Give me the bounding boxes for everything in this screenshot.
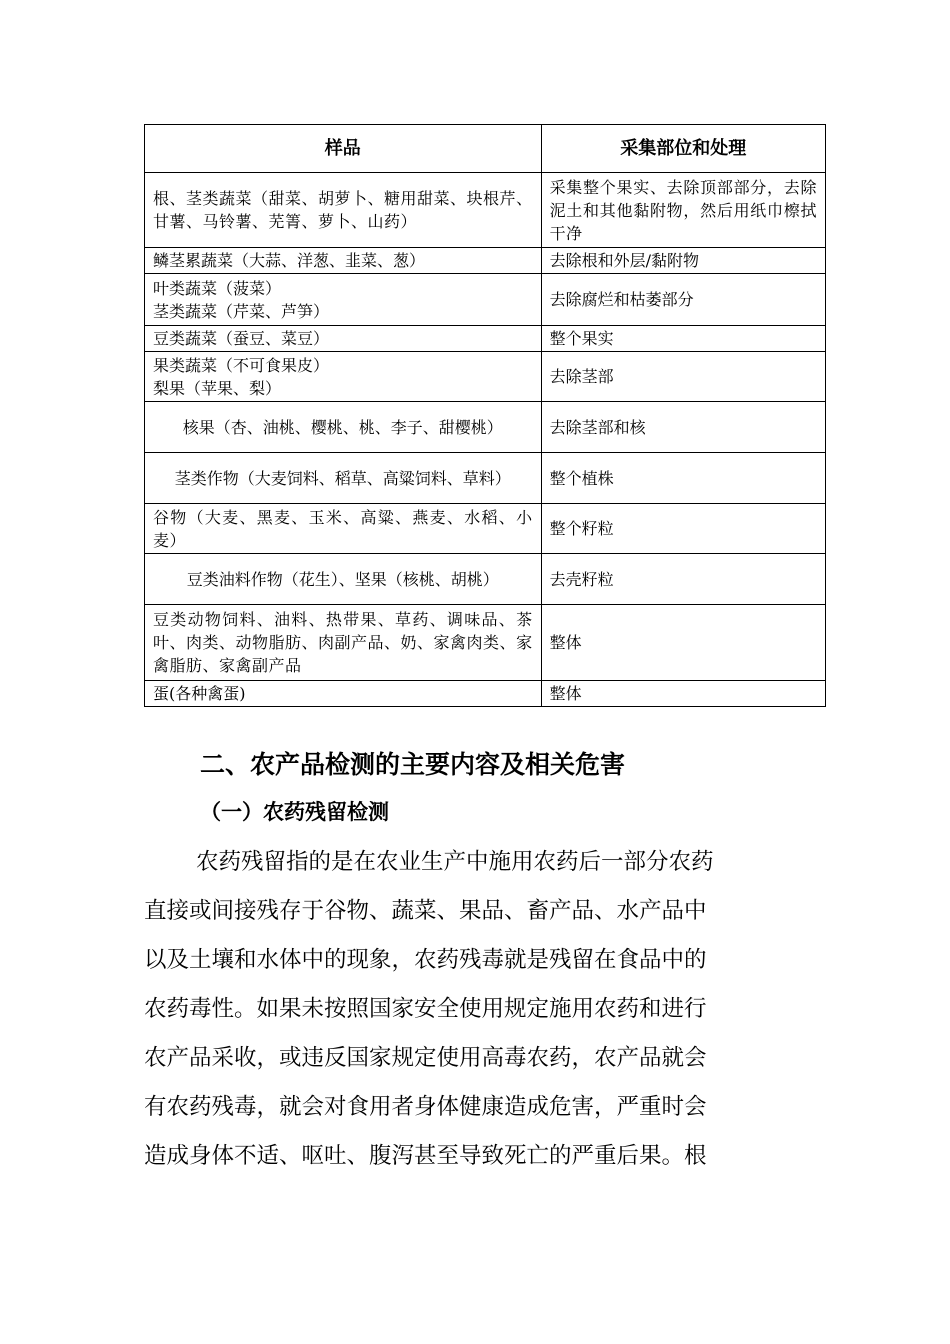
sample-cell: 茎类作物（大麦饲料、稻草、高粱饲料、草料） [145, 453, 542, 504]
processing-cell: 整个果实 [541, 326, 825, 352]
processing-cell: 去除茎部 [541, 352, 825, 402]
table-row [145, 173, 826, 248]
table-row [145, 504, 826, 554]
sample-cell: 豆类蔬菜（蚕豆、菜豆） [145, 326, 542, 352]
sub-heading: （一）农药残留检测 [200, 800, 389, 824]
processing-cell: 去壳籽粒 [541, 554, 825, 605]
sample-cell [145, 274, 542, 326]
table-row [145, 554, 826, 605]
paragraph-line: 以及土壤和水体中的现象，农药残毒就是残留在食品中的 [144, 947, 707, 973]
processing-cell: 整体 [541, 681, 825, 707]
sample-line: 梨果（苹果、梨） [153, 378, 282, 398]
paragraph-line: 农产品采收，或违反国家规定使用高毒农药，农产品就会 [144, 1045, 707, 1071]
paragraph-line: 直接或间接残存于谷物、蔬菜、果品、畜产品、水产品中 [144, 898, 707, 924]
sample-cell: 核果（杏、油桃、樱桃、桃、李子、甜樱桃） [145, 402, 542, 453]
paragraph-line: 造成身体不适、呕吐、腹泻甚至导致死亡的严重后果。根 [144, 1143, 707, 1169]
processing-cell: 整体 [541, 605, 825, 681]
table-row [145, 248, 826, 274]
section-heading: 二、农产品检测的主要内容及相关危害 [200, 750, 626, 779]
sample-cell: 根、茎类蔬菜（甜菜、胡萝卜、糖用甜菜、块根芹、甘薯、马铃薯、芜箐、萝卜、山药） [145, 173, 542, 248]
table-row [145, 274, 826, 326]
sample-cell: 豆类动物饲料、油料、热带果、草药、调味品、茶叶、肉类、动物脂肪、肉副产品、奶、家禽肉类、家禽脂肪、家禽副产品 [145, 605, 542, 681]
table-row [145, 453, 826, 504]
processing-cell: 去除根和外层/黏附物 [541, 248, 825, 274]
sample-line: 茎类蔬菜（芹菜、芦笋） [153, 301, 330, 321]
sample-cell [145, 352, 542, 402]
paragraph-line: 有农药残毒，就会对食用者身体健康造成危害，严重时会 [144, 1094, 707, 1120]
table-row [145, 681, 826, 707]
sample-cell: 蛋(各种禽蛋) [145, 681, 542, 707]
sample-collection-table [144, 124, 826, 707]
processing-cell: 采集整个果实、去除顶部部分，去除泥土和其他黏附物，然后用纸巾檫拭干净 [541, 173, 825, 248]
sample-cell: 谷物（大麦、黑麦、玉米、高粱、燕麦、水稻、小麦） [145, 504, 542, 554]
sample-line: 叶类蔬菜（菠菜） [153, 278, 282, 298]
sample-cell: 豆类油料作物（花生）、坚果（核桃、胡桃） [145, 554, 542, 605]
processing-cell: 去除腐烂和枯萎部分 [541, 274, 825, 326]
paragraph-line: 农药毒性。如果未按照国家安全使用规定施用农药和进行 [144, 996, 707, 1022]
header-sample: 样品 [145, 125, 542, 173]
table-row [145, 352, 826, 402]
sample-line: 果类蔬菜（不可食果皮） [153, 355, 330, 375]
header-processing: 采集部位和处理 [541, 125, 825, 173]
paragraph-line: 农药残留指的是在农业生产中施用农药后一部分农药 [196, 849, 714, 875]
table-row [145, 402, 826, 453]
processing-cell: 整个植株 [541, 453, 825, 504]
table-row [145, 605, 826, 681]
sample-cell: 鳞茎累蔬菜（大蒜、洋葱、韭菜、葱） [145, 248, 542, 274]
processing-cell: 整个籽粒 [541, 504, 825, 554]
table-header-row [145, 125, 826, 173]
table-row [145, 326, 826, 352]
processing-cell: 去除茎部和核 [541, 402, 825, 453]
